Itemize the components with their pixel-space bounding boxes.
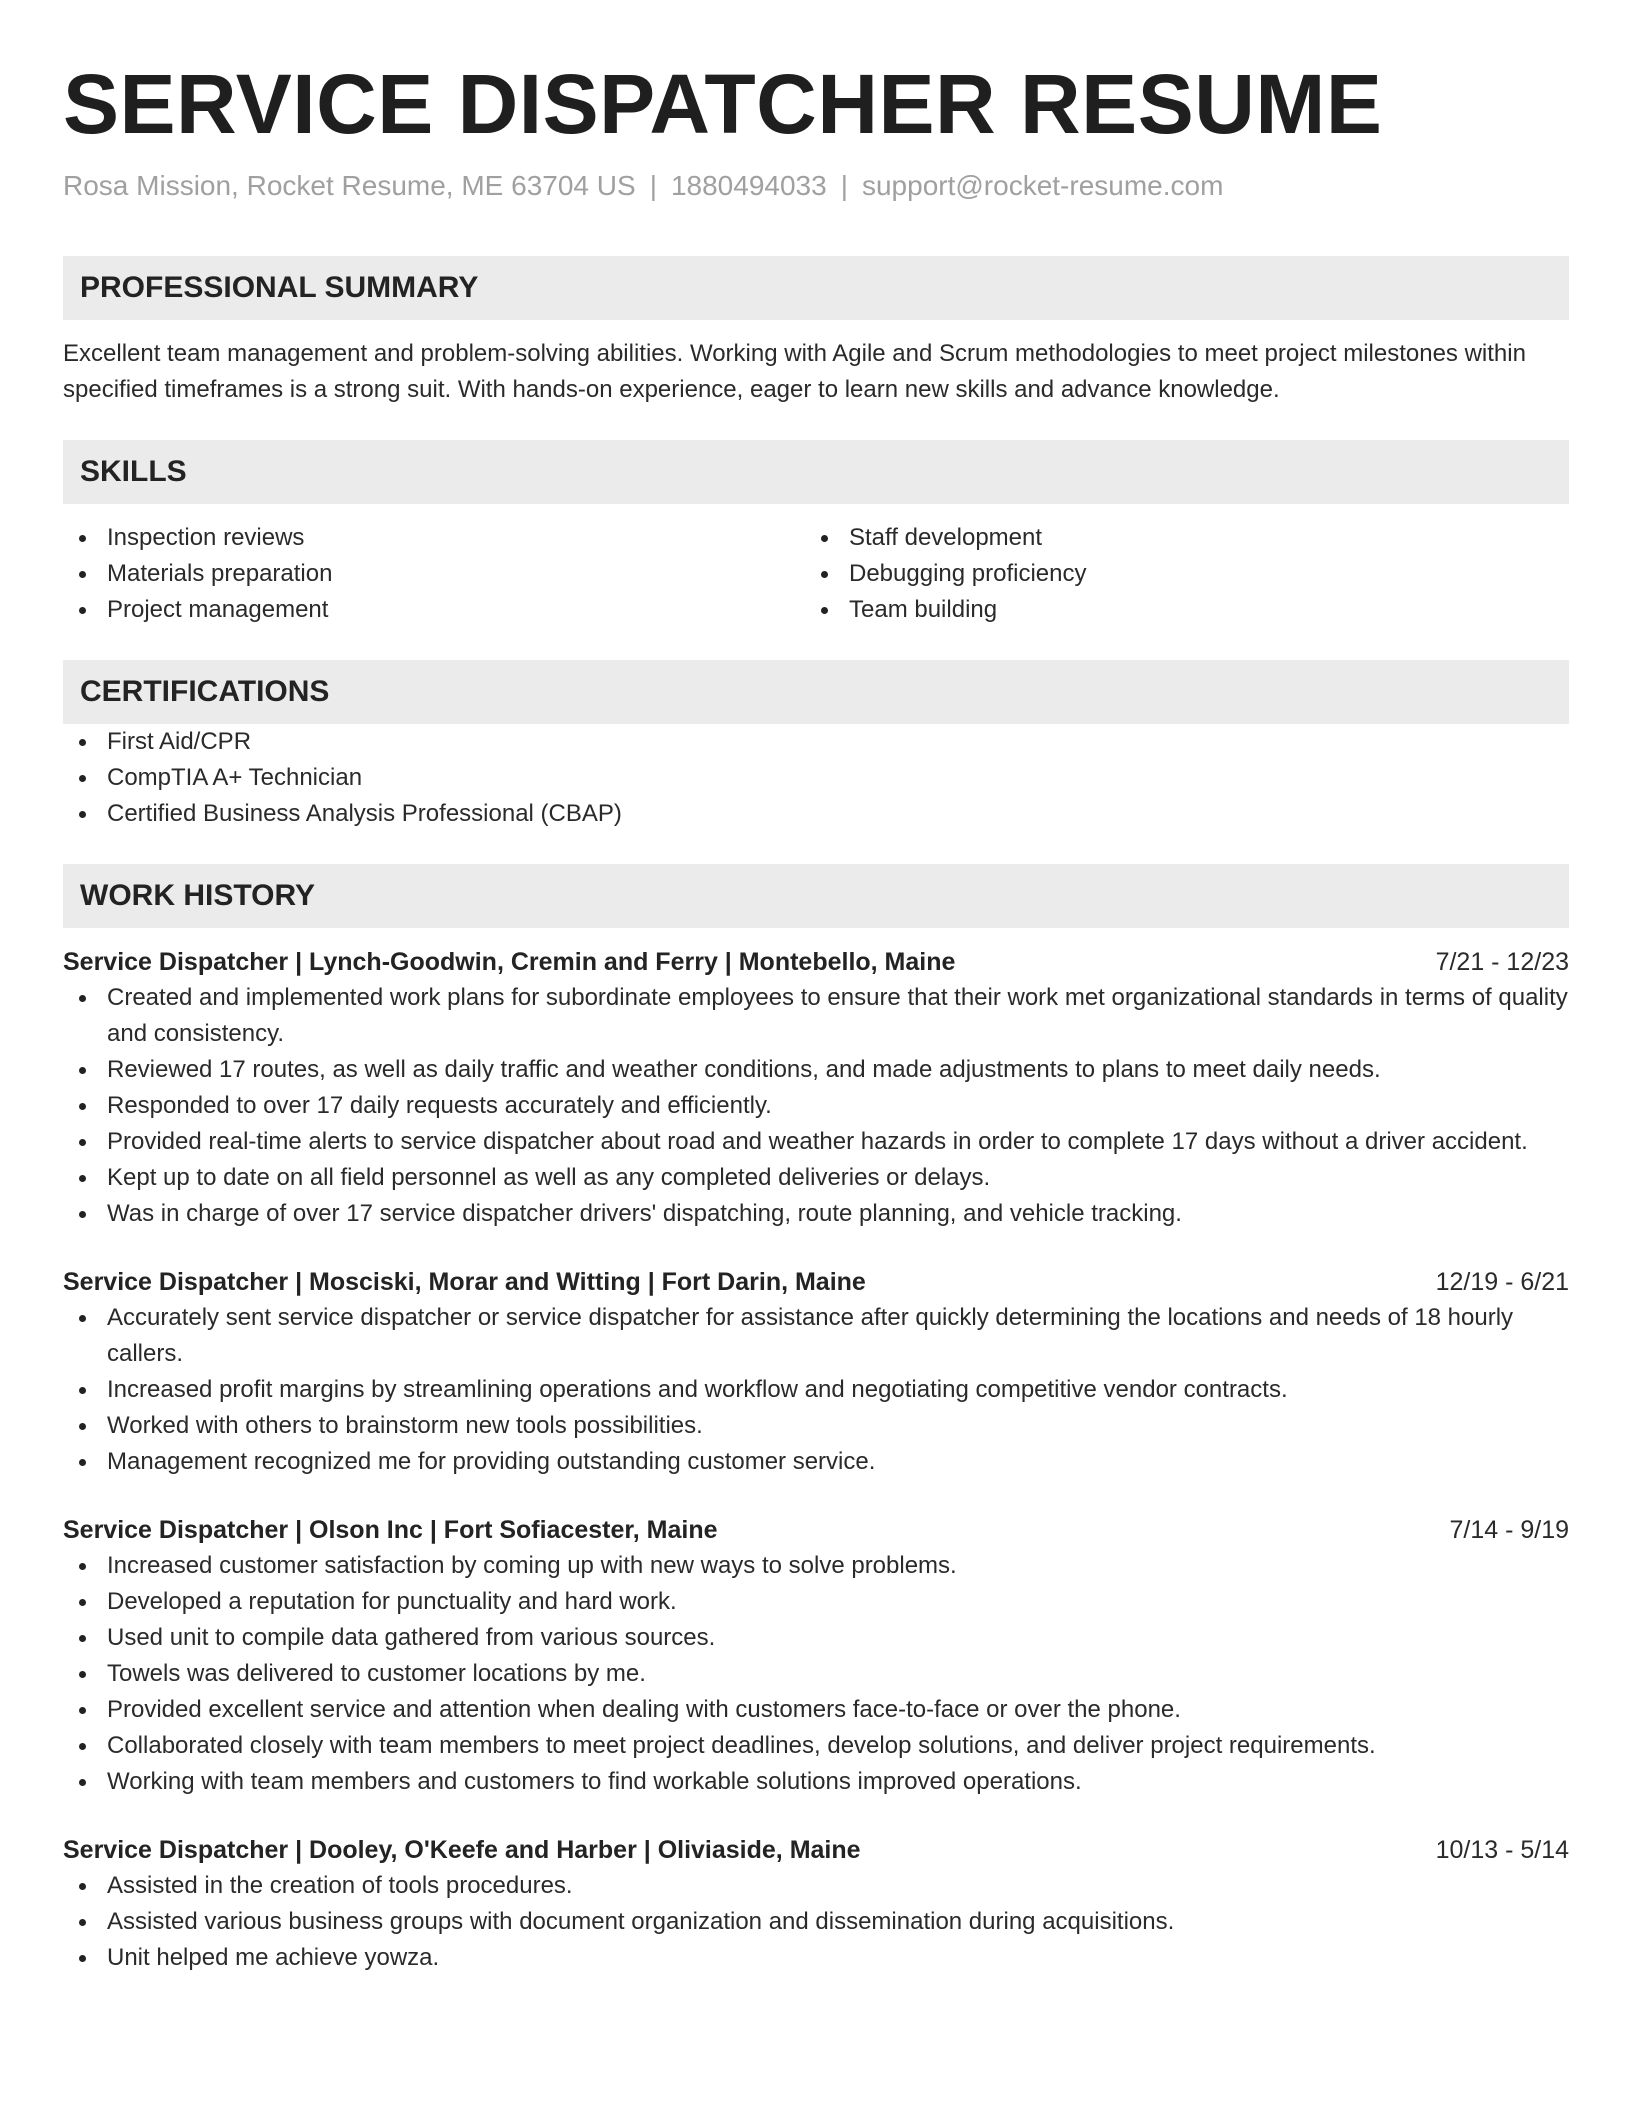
section-heading-work-history: WORK HISTORY (63, 864, 1569, 928)
job-title: Service Dispatcher | Lynch-Goodwin, Cremin and Ferry | Montebello, Maine (63, 948, 956, 976)
section-heading-skills: SKILLS (63, 440, 1569, 504)
job-entry (63, 1264, 1569, 1480)
job-bullet: Was in charge of over 17 service dispatcher drivers' dispatching, route planning, and vehicle tracking. (63, 1196, 1569, 1232)
job-bullet: Accurately sent service dispatcher or service dispatcher for assistance after quickly determining the locations and needs of 18 hourly callers. (63, 1300, 1569, 1372)
section-heading-certifications: CERTIFICATIONS (63, 660, 1569, 724)
job-bullet: Management recognized me for providing outstanding customer service. (63, 1444, 1569, 1480)
job-header (63, 1832, 1569, 1868)
job-bullet: Increased customer satisfaction by coming up with new ways to solve problems. (63, 1548, 1569, 1584)
job-bullet: Provided excellent service and attention when dealing with customers face-to-face or over the phone. (63, 1692, 1569, 1728)
resume-title: SERVICE DISPATCHER RESUME (63, 57, 1383, 151)
contact-separator: | (840, 170, 848, 201)
job-bullet: Kept up to date on all field personnel as well as any completed deliveries or delays. (63, 1160, 1569, 1196)
job-dates: 7/21 - 12/23 (1435, 948, 1569, 976)
job-entry (63, 944, 1569, 1232)
contact-separator: | (649, 170, 657, 201)
job-bullets (63, 980, 1569, 1232)
contact-phone: 1880494033 (670, 170, 827, 201)
skill-item: Inspection reviews (63, 520, 805, 556)
job-bullet: Reviewed 17 routes, as well as daily traffic and weather conditions, and made adjustments to plans to meet daily needs. (63, 1052, 1569, 1088)
skill-item: Debugging proficiency (805, 556, 1086, 592)
certification-item: First Aid/CPR (63, 724, 1569, 760)
job-bullet: Used unit to compile data gathered from various sources. (63, 1620, 1569, 1656)
job-bullets (63, 1868, 1569, 1976)
certifications-list (63, 724, 1569, 832)
job-bullet: Increased profit margins by streamlining operations and workflow and negotiating competitive vendor contracts. (63, 1372, 1569, 1408)
certification-item: CompTIA A+ Technician (63, 760, 1569, 796)
job-title: Service Dispatcher | Olson Inc | Fort Sofiacester, Maine (63, 1516, 718, 1544)
contact-line (63, 168, 1569, 204)
skills-grid (63, 520, 1569, 628)
summary-text: Excellent team management and problem-solving abilities. Working with Agile and Scrum methodologies to meet project milestones within specified timeframes is a strong suit. With hands-on experience, eager to learn new skills and advance knowledge. (63, 340, 1526, 403)
job-bullet: Collaborated closely with team members to meet project deadlines, develop solutions, and deliver project requirements. (63, 1728, 1569, 1764)
job-dates: 7/14 - 9/19 (1449, 1516, 1569, 1544)
skill-item: Materials preparation (63, 556, 805, 592)
job-bullets (63, 1300, 1569, 1480)
job-header (63, 944, 1569, 980)
job-bullet: Working with team members and customers to find workable solutions improved operations. (63, 1764, 1569, 1800)
skills-column-right (805, 520, 1086, 628)
contact-address: Rosa Mission, Rocket Resume, ME 63704 US (63, 170, 636, 201)
job-dates: 10/13 - 5/14 (1435, 1836, 1569, 1864)
job-header (63, 1512, 1569, 1548)
certification-item: Certified Business Analysis Professional (CBAP) (63, 796, 1569, 832)
job-entry (63, 1512, 1569, 1800)
skills-column-left (63, 520, 805, 628)
job-bullet: Towels was delivered to customer locations by me. (63, 1656, 1569, 1692)
job-bullet: Developed a reputation for punctuality and hard work. (63, 1584, 1569, 1620)
skill-item: Staff development (805, 520, 1086, 556)
job-title: Service Dispatcher | Mosciski, Morar and Witting | Fort Darin, Maine (63, 1268, 866, 1296)
skill-item: Project management (63, 592, 805, 628)
job-bullets (63, 1548, 1569, 1800)
job-dates: 12/19 - 6/21 (1435, 1268, 1569, 1296)
job-bullet: Worked with others to brainstorm new tools possibilities. (63, 1408, 1569, 1444)
job-entry (63, 1832, 1569, 1976)
job-bullet: Assisted various business groups with document organization and dissemination during acquisitions. (63, 1904, 1569, 1940)
contact-email: support@rocket-resume.com (861, 170, 1224, 201)
section-heading-summary: PROFESSIONAL SUMMARY (63, 256, 1569, 320)
job-bullet: Unit helped me achieve yowza. (63, 1940, 1569, 1976)
skill-item: Team building (805, 592, 1086, 628)
job-title: Service Dispatcher | Dooley, O'Keefe and Harber | Oliviaside, Maine (63, 1836, 861, 1864)
job-bullet: Responded to over 17 daily requests accurately and efficiently. (63, 1088, 1569, 1124)
job-bullet: Created and implemented work plans for subordinate employees to ensure that their work met organizational standards in terms of quality and consistency. (63, 980, 1569, 1052)
job-bullet: Assisted in the creation of tools procedures. (63, 1868, 1569, 1904)
job-header (63, 1264, 1569, 1300)
job-bullet: Provided real-time alerts to service dispatcher about road and weather hazards in order to complete 17 days without a driver accident. (63, 1124, 1569, 1160)
